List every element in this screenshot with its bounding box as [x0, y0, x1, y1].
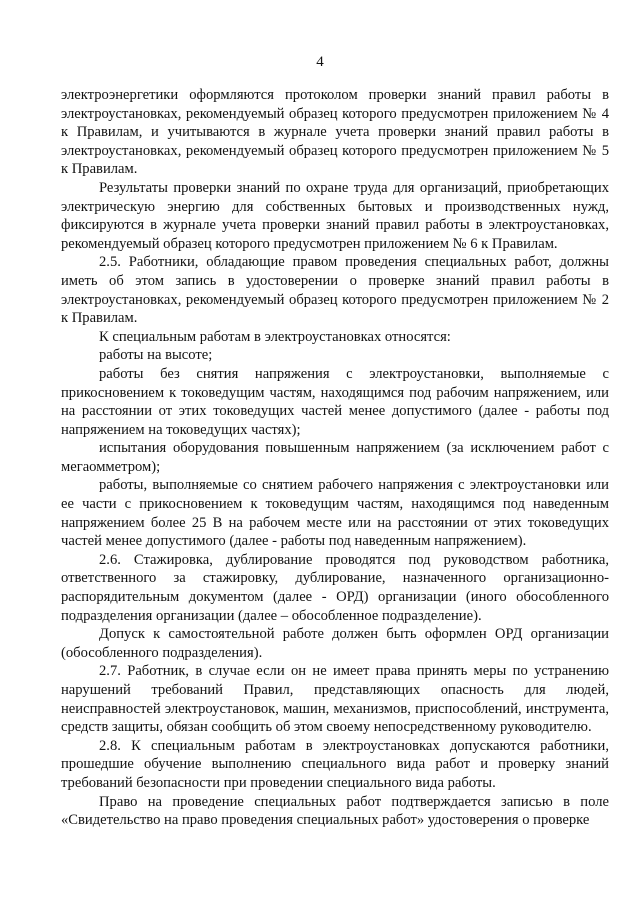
document-body — [61, 86, 609, 830]
list-item: работы, выполняемые со снятием рабочего напряжения с электроустановки или ее части с прикосновением к токоведущим частям, находящимся под наведенным напряжением более 25 В на рабочем месте или на расстоянии от этих токоведущих частей менее допустимого (далее - работы под наведенным напряжением). — [61, 477, 609, 550]
paragraph: электроэнергетики оформляются протоколом проверки знаний правил работы в электроустановках, рекомендуемый образец которого предусмотрен приложением № 4 к Правилам, и учитываются в журнале учета проверки знаний правил работы в электроустановках, рекомендуемый образец которого предусмотрен приложением № 5 к Правилам. — [61, 87, 609, 178]
paragraph: Результаты проверки знаний по охране труда для организаций, приобретающих электрическую энергию для собственных бытовых и производственных нужд, фиксируются в журнале учета проверки знаний правил работы в электроустановках, рекомендуемый образец которого предусмотрен приложением № 6 к Правилам. — [61, 179, 609, 252]
list-item: работы на высоте; — [99, 347, 213, 364]
paragraph: К специальным работам в электроустановках относятся: — [99, 328, 451, 345]
paragraph: 2.6. Стажировка, дублирование проводятся под руководством работника, ответственного за стажировку, дублирование, назначенного организационно-распорядительным документом (далее - ОРД) организации (иного обособленного подразделения организации (далее – обособленное подразделение). — [61, 551, 609, 624]
paragraph: Право на проведение специальных работ подтверждается записью в поле «Свидетельство на право проведения специальных работ» удостоверения о проверке — [61, 793, 609, 829]
list-item: работы без снятия напряжения с электроустановки, выполняемые с прикосновением к токоведущим частям, находящимся под рабочим напряжением, или на расстоянии от этих токоведущих частей менее допустимого (далее - работы под напряжением на токоведущих частях); — [61, 365, 609, 438]
paragraph: 2.5. Работники, обладающие правом проведения специальных работ, должны иметь об этом запись в удостоверении о проверке знаний правил работы в электроустановках, рекомендуемый образец которого предусмотрен приложением № 2 к Правилам. — [61, 254, 609, 327]
paragraph: Допуск к самостоятельной работе должен быть оформлен ОРД организации (обособленного подразделения). — [61, 626, 609, 661]
page-number: 4 — [316, 54, 324, 70]
list-item: испытания оборудования повышенным напряжением (за исключением работ с мегаомметром); — [61, 440, 609, 475]
paragraph: 2.8. К специальным работам в электроустановках допускаются работники, прошедшие обучение выполнению специального вида работ и проверку знаний требований безопасности при проведении специального вида работы. — [61, 737, 609, 791]
paragraph: 2.7. Работник, в случае если он не имеет права принять меры по устранению нарушений требований Правил, представляющих опасность для людей, неисправностей электроустановок, машин, механизмов, приспособлений, инструмента, средств защиты, обязан сообщить об этом своему непосредственному руководителю. — [61, 663, 609, 736]
